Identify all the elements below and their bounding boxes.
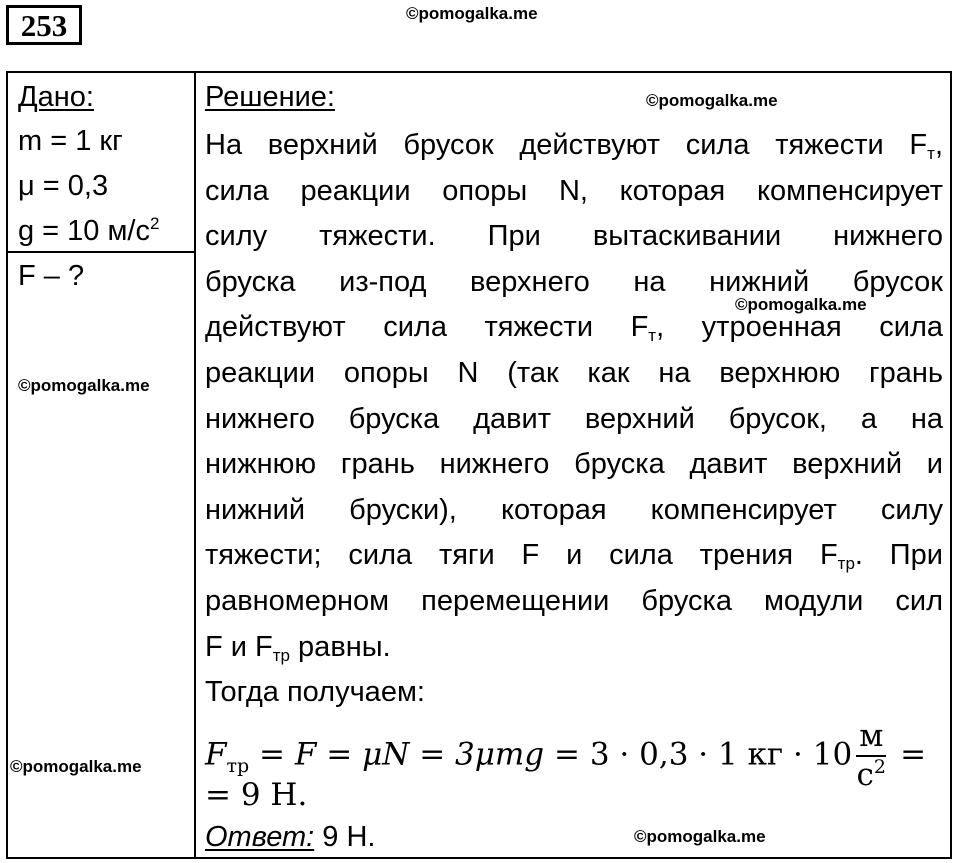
answer: Ответ: 9 Н. bbox=[205, 821, 376, 853]
solution-line: нижний бруски), которая компенсирует силу bbox=[205, 493, 943, 526]
solution-line: бруска из-под верхнего на нижний брусок bbox=[205, 265, 943, 298]
column-divider bbox=[194, 73, 196, 857]
given-find: F – ? bbox=[18, 260, 85, 292]
watermark-left-2: ©pomogalka.me bbox=[10, 757, 142, 776]
formula-line-1: $F_{тр} = F = \mu N = 3\mu mg = 3 \cdot 0,3 \cdot 1$ кг · 10 $\frac{м}{с^2}$ = bbox=[205, 718, 927, 793]
solution-line: реакции опоры N (так как на верхнюю грань bbox=[205, 356, 943, 389]
solution-line: силу тяжести. При вытаскивании нижнего bbox=[205, 220, 943, 253]
problem-number: 253 bbox=[6, 5, 82, 45]
watermark-top: ©pomogalka.me bbox=[406, 4, 538, 23]
unit-fraction: $\frac{м}{с^2}$ bbox=[856, 718, 886, 793]
solution-line: F и Fтр равны. bbox=[205, 630, 391, 665]
solution-line: нижнюю грань нижнего бруска давит верхний и bbox=[205, 448, 943, 481]
given-friction-coefficient: μ = 0,3 bbox=[18, 170, 109, 202]
solution-line: тяжести; сила тяги F и сила трения Fтр. При bbox=[205, 539, 943, 574]
watermark-solution-2: ©pomogalka.me bbox=[735, 295, 867, 314]
given-mass: m = 1 кг bbox=[18, 125, 123, 157]
solution-then: Тогда получаем: bbox=[205, 676, 425, 709]
given-divider bbox=[8, 251, 195, 253]
watermark-left-1: ©pomogalka.me bbox=[18, 376, 150, 395]
given-gravity: g = 10 $м/с^2$ bbox=[18, 214, 160, 247]
solution-text bbox=[205, 123, 943, 716]
formula-line-2: = 9 Н. bbox=[205, 777, 308, 813]
solution-heading: Решение: bbox=[205, 81, 335, 113]
given-heading: Дано: bbox=[18, 81, 94, 113]
friction-formula bbox=[205, 693, 945, 813]
watermark-solution-1: ©pomogalka.me bbox=[646, 91, 778, 110]
solution-line: сила реакции опоры N, которая компенсирует bbox=[205, 174, 943, 207]
watermark-solution-3: ©pomogalka.me bbox=[634, 827, 766, 846]
solution-line: действуют сила тяжести Fт, утроенная сила bbox=[205, 311, 943, 346]
solution-line: нижнего бруска давит верхний брусок, а на bbox=[205, 402, 943, 435]
solution-line: На верхний брусок действуют сила тяжести Fт, bbox=[205, 129, 943, 163]
solution-table bbox=[6, 71, 952, 859]
solution-line: равномерном перемещении бруска модули сил bbox=[205, 584, 943, 617]
